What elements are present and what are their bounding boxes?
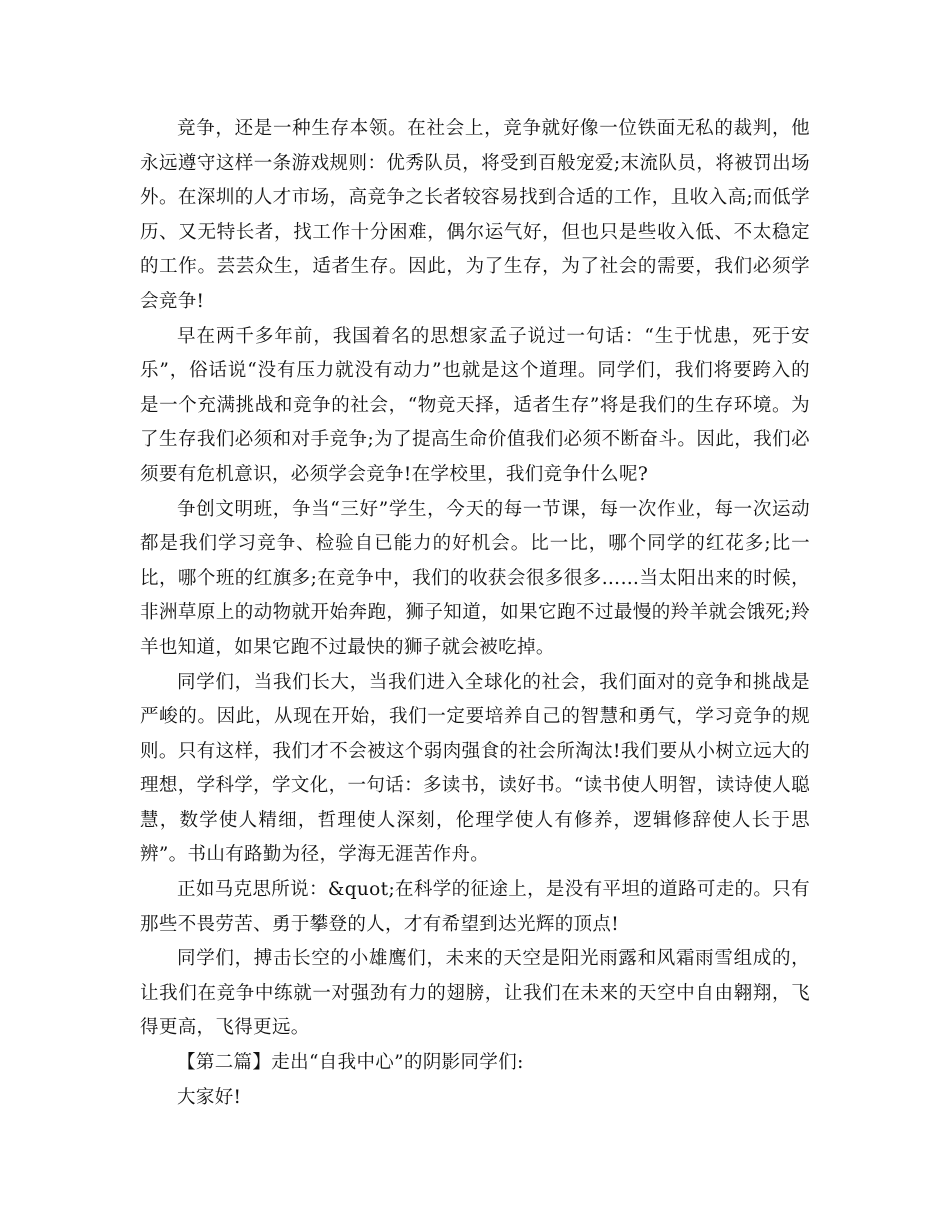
greeting: 大家好! — [177, 1086, 242, 1108]
paragraph-5: 正如马克思所说：&quot;在科学的征途上，是没有平坦的道路可走的。只有那些不畏劳苦、勇于攀登的人，才有希望到达光辉的顶点! — [140, 879, 810, 935]
paragraph-1: 竞争，还是一种生存本领。在社会上，竞争就好像一位铁面无私的裁判，他永远遵守这样一条游戏规则：优秀队员，将受到百般宠爱;末流队员，将被罚出场外。在深圳的人才市场，高竞争之长者较容易找到合适的工作，且收入高;而低学历、又无特长者，找工作十分困难，偶尔运气好，但也只是些收入低、不太稳定的工作。芸芸众生，适者生存。因此，为了生存，为了社会的需要，我们必须学会竞争! — [140, 118, 810, 312]
document-body — [140, 112, 810, 1115]
paragraph-3: 争创文明班，争当“三好”学生，今天的每一节课，每一次作业，每一次运动都是我们学习竞争、检验自已能力的好机会。比一比，哪个同学的红花多;比一比，哪个班的红旗多;在竞争中，我们的收获会很多很多……当太阳出来的时候，非洲草原上的动物就开始奔跑，狮子知道，如果它跑不过最慢的羚羊就会饿死;羚羊也知道，如果它跑不过最快的狮子就会被吃掉。 — [140, 498, 810, 658]
paragraph-2: 早在两千多年前，我国着名的思想家孟子说过一句话：“生于忧患，死于安乐”，俗话说“没有压力就没有动力”也就是这个道理。同学们，我们将要跨入的是一个充满挑战和竞争的社会，“物竞天择，适者生存”将是我们的生存环境。为了生存我们必须和对手竞争;为了提高生命价值我们必须不断奋斗。因此，我们必须要有危机意识，必须学会竞争!在学校里，我们竞争什么呢? — [140, 325, 810, 485]
paragraph-4: 同学们，当我们长大，当我们进入全球化的社会，我们面对的竞争和挑战是严峻的。因此，从现在开始，我们一定要培养自己的智慧和勇气，学习竞争的规则。只有这样，我们才不会被这个弱肉强食的社会所淘汰!我们要从小树立远大的理想，学科学，学文化，一句话：多读书，读好书。“读书使人明智，读诗使人聪慧，数学使人精细，哲理使人深刻，伦理学使人有修养，逻辑修辞使人长于思辨”。书山有路勤为径，学海无涯苦作舟。 — [140, 671, 810, 866]
section-heading: 【第二篇】走出“自我中心”的阴影同学们: — [177, 1052, 524, 1074]
paragraph-6: 同学们，搏击长空的小雄鹰们，未来的天空是阳光雨露和风霜雨雪组成的，让我们在竞争中练就一对强劲有力的翅膀，让我们在未来的天空中自由翱翔，飞得更高，飞得更远。 — [140, 948, 810, 1039]
